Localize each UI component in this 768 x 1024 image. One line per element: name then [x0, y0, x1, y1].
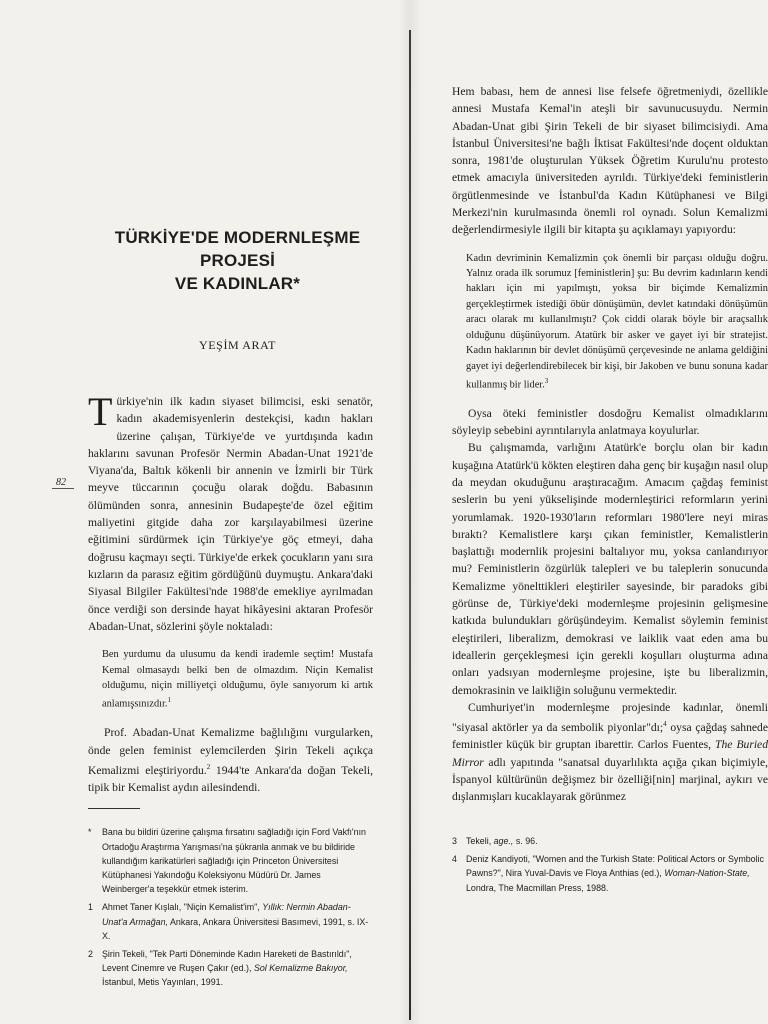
footnote-star	[88, 825, 373, 896]
book-spine	[409, 30, 411, 1020]
footnote-title: age.,	[493, 836, 514, 846]
footnote-title: Sol Kemalizme Bakıyor,	[253, 963, 348, 974]
page-number-rule	[52, 488, 74, 489]
right-paragraph-3: Bu çalışmamda, varlığını Atatürk'e borçlu olan bir kadın kuşağına Atatürk'ü kökten eleştiren daha genç bir kuşağın nasıl olup da meydan okuduğunu araştıracağım. Amacım çağdaş feminist seslerin bu yeni yükselişinde modernleştirici reformların yerini yorumlamak. 1920-1930'ların reformları 1980'lere neyi miras bıraktı? Kemalistlere karşı çıkan feministler, Kemalistlerin başlattığı modernlik projesini baltalıyor mu, yoksa canlandırıyor mu? Feministlerin özgürlük talepleri ve bu taleplerin sonucunda Kemalizme yönelttikleri eleştiriler sayesinde, bir paradoks gibi görünse de, Türkiye'deki modernleşme projesinin gelişmesine katkıda bulundukları görüşündeyim. Kemalist söylemin feminist eleştirileri, liberalizm, demokrasi ve laiklik vaat eden ama bu ideallerin gerçekleşmesi için gerekli koşulları oluşturma adına onları yadsıyan modernleşme projesine, işte bu liberalizmin, demokrasinin ve laikliğin soluğunu vermektedir.	[452, 441, 768, 697]
right-paragraph-1: Hem babası, hem de annesi lise felsefe öğretmeniydi, özellikle annesi Mustafa Kemal'in ateşli bir savunucusuydu. Nermin Abadan-Unat gibi Şirin Tekeli de bir siyaset bilimcisiydi. Ama İstanbul Üniversitesi'ne bağlı İktisat Fakültesi'nde doçent olduktan sonra, 1981'de oluşturulan Yüksek Öğretim Kurulu'nu protesto etmek amacıyla üniversiteden ayrıldı. Türkiye'deki feministlerin örgütlenmesinde ve İstanbul'da Kadın Kütüphanesi ve Bilgi Merkezi'nin kurulmasında önemli rol oynadı. Solun Kemalizmi değerlendirmesiyle ilgili bir kitapta şu açıklamayı yapıyordu:	[452, 85, 768, 237]
right-page	[452, 83, 768, 805]
footnote-1	[88, 900, 373, 943]
left-paragraph-2-text-a: Prof. Abadan-Unat Kemalizme bağlılığını vurgularken, önde gelen feminist eylemcilerden Şirin Tekeli açıkça Kemalizmi eleştiriyordu.	[88, 726, 373, 777]
page-number: 82	[56, 477, 66, 488]
right-blockquote	[466, 251, 768, 393]
footnote-mark: 4	[452, 854, 457, 865]
right-paragraph-4-text-a: Cumhuriyet'in modernleşme projesinde kadınlar, önemli "siyasal aktörler ya da sembolik piyonlar"dı;	[452, 700, 768, 734]
footnote-4	[452, 852, 768, 895]
footnote-ref-3: 3	[544, 376, 549, 385]
footnote-mark: 1	[88, 902, 93, 913]
drop-cap: T	[88, 389, 113, 434]
footnote-mark: *	[88, 827, 92, 838]
footnote-text-b: İstanbul, Metis Yayınları, 1991.	[102, 977, 224, 988]
left-page	[88, 226, 373, 994]
footnote-title: Woman-Nation-State,	[664, 868, 750, 879]
footnote-ref-2: 2	[206, 762, 211, 771]
footnote-separator	[88, 808, 140, 809]
book-title-italic: The Buried Mirror	[452, 738, 768, 769]
footnote-text: Bana bu bildiri üzerine çalışma fırsatını sağladığı için Ford Vakfı'nın Ortadoğu Araştırma Yarışması'na şükranla anmak ve bu bildiride kullandığım karikatürleri sağladığı için Princeton Üniversitesi Kütüphanesi Yakındoğu Koleksiyonu Müdürü Dr. James Weinberger'a teşekkür etmek isterim.	[102, 827, 366, 895]
chapter-title-line1: TÜRKİYE'DE MODERNLEŞME PROJESİ	[114, 228, 361, 270]
chapter-title-line2: VE KADINLAR*	[174, 274, 301, 293]
footnote-text-a: Tekeli,	[466, 836, 494, 846]
footnote-title: Yıllık: Nermin Abadan-Unat'a Armağan,	[102, 902, 351, 927]
right-paragraph-4-text-b: oysa çağdaş sahnede feministler küçük bir gruptan ibarettir. Carlos Fuentes,	[452, 721, 768, 752]
right-paragraph-4-text-c: adlı yapıtında "sanatsal duyarlılıkta açığa çıkan biçimiyle, İspanyol kültürünün değişmez bir özelliği[nin] marjinal, aykırı ve dışlanmışları kucaklayarak görünmez	[452, 755, 768, 804]
footnote-text-b: Londra, The Macmillan Press, 1988.	[466, 882, 609, 893]
footnote-ref-4: 4	[663, 720, 667, 729]
left-paragraph-1-text: ürkiye'nin ilk kadın siyaset bilimcisi, eski senatör, kadın akademisyenlerin destekçisi, kadın hakları üzerine çalışan, Türkiye'de ve yurtdışında kadın haklarını savunan Profesör Nermin Abadan-Unat 1921'de Viyana'da, Baltık kökenli bir annenin ve İzmirli bir Türk meyve tüccarının çocuğu olarak doğdu. Babasının ölümünden sonra, annesinin Budapeşte'de özel eğitim maliyetini gitgide daha zor karşılayabilmesi üzerine eğitimini sürdürmek için Türkiye'ye göç etmeyi, daha doğrusu kaçmayı seçti. Türkiye'de erkek çocukların yanı sıra kızların da parasız eğitim gördüğünü duymuştu. Ankara'daki Siyasal Bilgiler Fakültesi'nde 1988'de emekliye ayrılmadan önce verdiği son dersinde hayat hikâyesini aktaran Profesör Abadan-Unat, sözlerini şöyle noktaladı:	[88, 395, 373, 633]
right-paragraph-4	[452, 699, 768, 806]
footnote-2	[88, 947, 373, 990]
footnote-mark: 2	[88, 948, 93, 959]
left-paragraph-2	[88, 724, 373, 796]
right-blockquote-text: Kadın devriminin Kemalizmin çok önemli bir parçası olduğu doğru. Yalnız orada ilk sorumuz [feministlerin] şu: Bu devrim kadınların kendi hakları için mi yapılmıştı, yoksa bir biçimde Kemalizmin gerçekleştirmek istediği öbür dönüşümün, devlet katındaki dönüşümün aracı olarak mı kullanılmıştı? Çok ciddi olarak böyle bir araçsallık olduğunu düşünüyorum. Atatürk bir asker ve gayet iyi bir stratejist. Kadın haklarının bir devlet dönüşümü çerçevesinde ne anlama geldiğini gayet iyi değerlendirebilecek bir kişi, bir Jakoben ve bunu sonuna kadar kullanmış bir lider.	[466, 252, 768, 391]
left-paragraph-2-text-b: 1944'te Ankara'da doğan Tekeli, tipik bir Kemalist aydın ailesindendi.	[88, 763, 374, 794]
footnote-mark: 3	[452, 836, 457, 846]
footnote-text-b: Ankara, Ankara Üniversitesi Basımevi, 1991, s. IX-X.	[102, 916, 369, 941]
footnote-text-a: Şirin Tekeli, "Tek Parti Döneminde Kadın Hareketi de Bastırıldı", Levent Cinemre ve Ruşen Çakır (ed.),	[102, 948, 352, 974]
footnote-text-b: s. 96.	[513, 836, 538, 846]
left-blockquote	[102, 647, 373, 712]
chapter-title	[102, 226, 373, 295]
right-paragraph-2: Oysa öteki feministler dosdoğru Kemalist olmadıklarını söyleyip sebebini ayrıntılarıyla anlatmaya koyulurlar.	[452, 406, 768, 438]
footnote-ref-1: 1	[167, 696, 172, 705]
left-paragraph-1	[88, 389, 373, 635]
footnote-3	[452, 834, 768, 848]
footnote-text-a: Deniz Kandiyoti, "Women and the Turkish State: Political Actors or Symbolic Pawns?", Nira Yuval-Davis ve Floya Anthias (ed.),	[466, 854, 764, 879]
chapter-author: YEŞİM ARAT	[198, 338, 276, 352]
left-blockquote-text: Ben yurdumu da ulusumu da kendi irademle seçtim! Mustafa Kemal olmasaydı belki ben de olmazdım. Niçin Kemalist olduğumu, niçin milliyetçi olduğumu, öyle sanıyorum ki artık anlamışsınızdır.	[102, 649, 373, 710]
right-footnotes	[452, 834, 768, 899]
footnote-text-a: Ahmet Taner Kışlalı, "Niçin Kemalist'im",	[102, 902, 263, 913]
